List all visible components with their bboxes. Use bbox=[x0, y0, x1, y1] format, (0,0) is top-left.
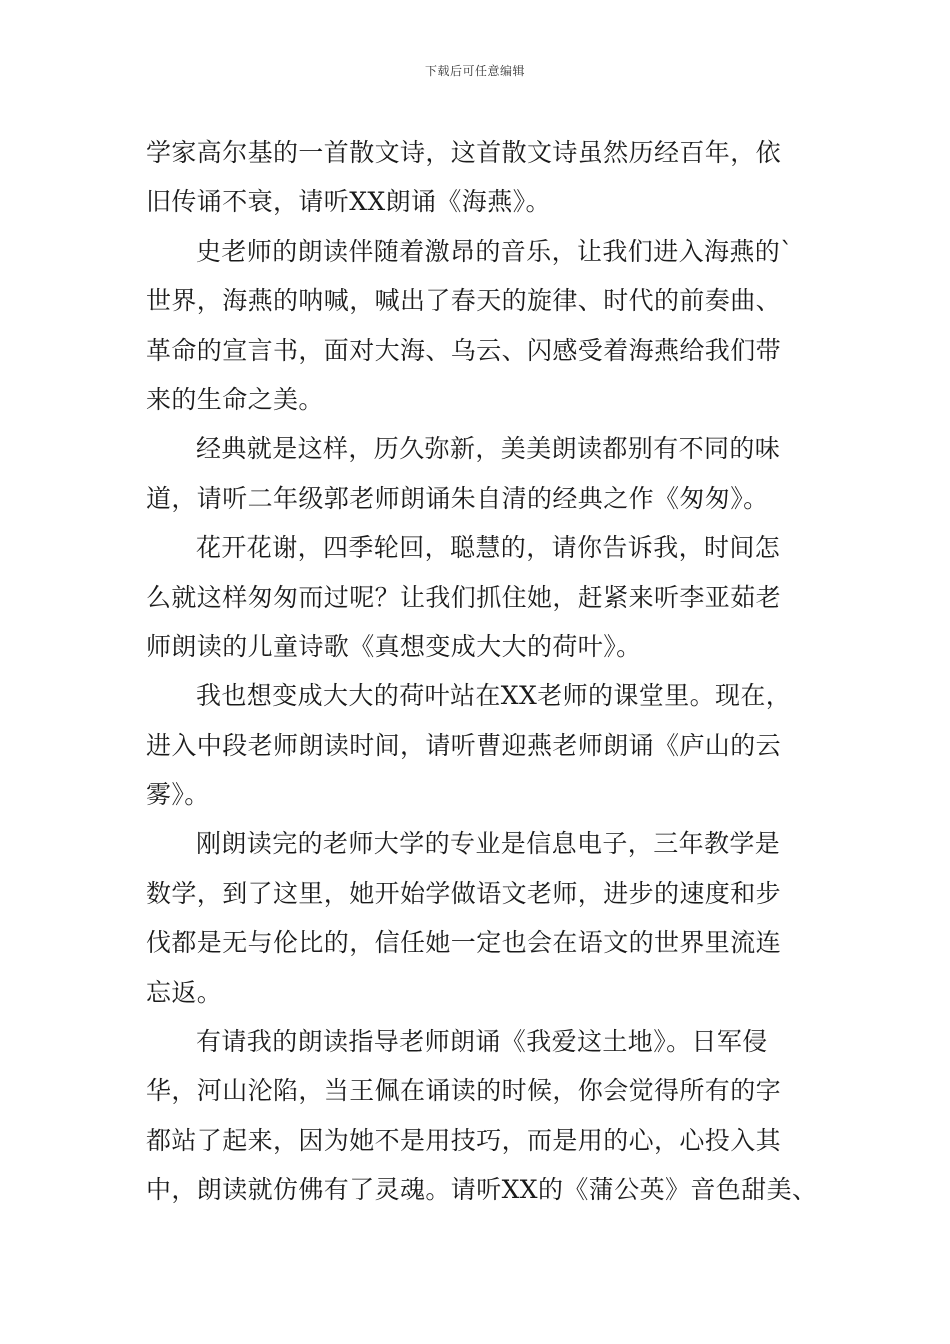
document-body bbox=[146, 128, 818, 1215]
text-line: 么就这样匆匆而过呢？让我们抓住她，赶紧来听李亚茹老 bbox=[146, 582, 782, 612]
text-line: 都站了起来，因为她不是用技巧，而是用的心，心投入其 bbox=[146, 1125, 782, 1155]
text-line: 雾》。 bbox=[146, 780, 210, 810]
paragraph-first-line: 有请我的朗读指导老师朗诵《我爱这土地》。日军侵 bbox=[196, 1027, 768, 1057]
text-line: 革命的宣言书，面对大海、乌云、闪感受着海燕给我们带 bbox=[146, 335, 782, 365]
text-line: 道，请听二年级郭老师朗诵朱自清的经典之作《匆匆》。 bbox=[146, 483, 769, 513]
text-line: 数学，到了这里，她开始学做语文老师，进步的速度和步 bbox=[146, 878, 782, 908]
paragraph-first-line: 花开花谢，四季轮回，聪慧的，请你告诉我，时间怎 bbox=[196, 533, 781, 563]
text-line: 华，河山沦陷，当王佩在诵读的时候，你会觉得所有的字 bbox=[146, 1076, 782, 1106]
paragraph-first-line: 史老师的朗读伴随着激昂的音乐，让我们进入海燕的` bbox=[196, 236, 794, 266]
text-line: 来的生命之美。 bbox=[146, 384, 324, 414]
text-line: 学家高尔基的一首散文诗，这首散文诗虽然历经百年，依 bbox=[146, 138, 782, 167]
text-line: 伐都是无与伦比的，信任她一定也会在语文的世界里流连 bbox=[146, 928, 782, 958]
text-line: 忘返。 bbox=[146, 977, 223, 1007]
text-line: 师朗读的儿童诗歌《真想变成大大的荷叶》。 bbox=[146, 631, 642, 661]
paragraph-first-line: 刚朗读完的老师大学的专业是信息电子，三年教学是 bbox=[196, 829, 781, 859]
paragraph-first-line: 经典就是这样，历久弥新，美美朗读都别有不同的味 bbox=[196, 434, 781, 464]
text-line: 进入中段老师朗读时间，请听曹迎燕老师朗诵《庐山的云 bbox=[146, 730, 782, 760]
text-line: 中，朗读就仿佛有了灵魂。请听XX的《蒲公英》音色甜美、 bbox=[146, 1175, 818, 1205]
paragraph-first-line: 我也想变成大大的荷叶站在XX老师的课堂里。现在， bbox=[196, 681, 792, 711]
text-line: 旧传诵不衰，请听XX朗诵《海燕》。 bbox=[146, 187, 551, 217]
page-header: 下载后可任意编辑 bbox=[424, 64, 525, 78]
text-line: 世界，海燕的呐喊，喊出了春天的旋律、时代的前奏曲、 bbox=[146, 286, 782, 316]
